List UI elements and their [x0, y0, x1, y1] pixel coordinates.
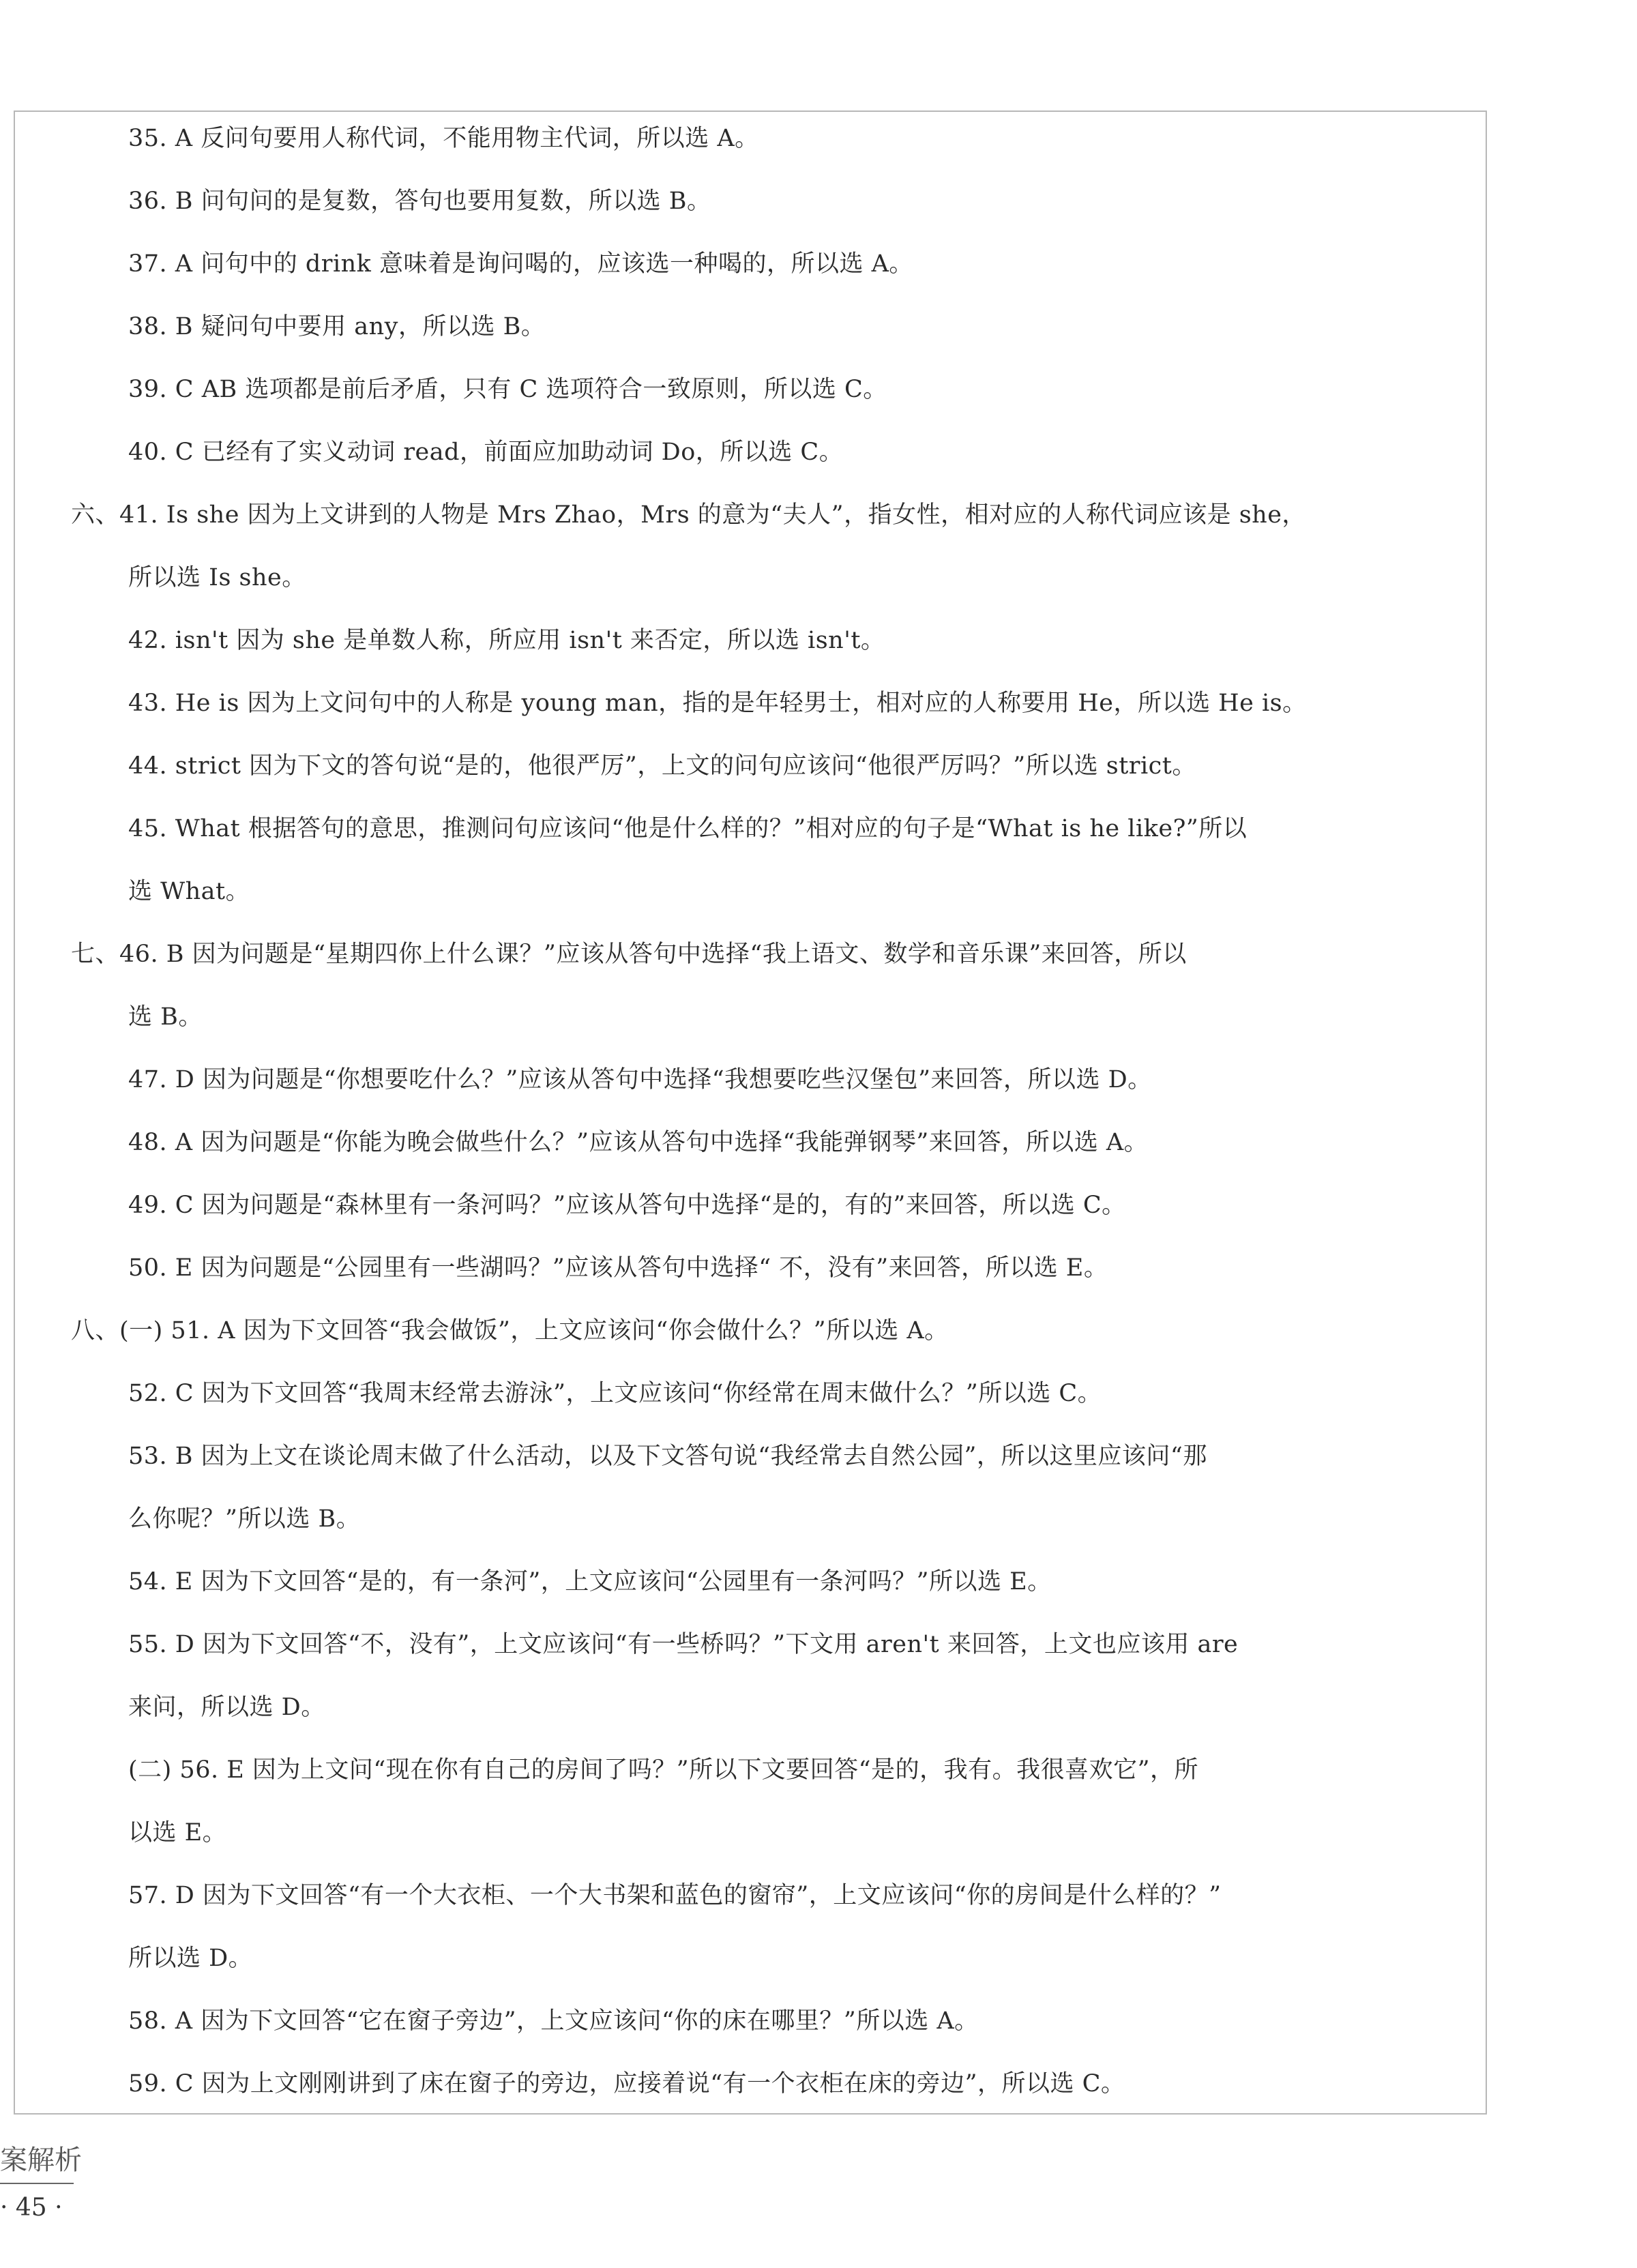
answer-55: 55. D 因为下文回答“不，没有”，上文应该问“有一些桥吗？”下文用 aren't 来回答，上文也应该用 are: [128, 1631, 1239, 1658]
answer-43: 43. He is 因为上文问句中的人称是 young man，指的是年轻男士，相对应的人称要用 He，所以选 He is。: [128, 690, 1307, 717]
answer-39: 39. C AB 选项都是前后矛盾，只有 C 选项符合一致原则，所以选 C。: [128, 376, 887, 403]
answer-44: 44. strict 因为下文的答句说“是的，他很严厉”，上文的问句应该问“他很严厉吗？”所以选 strict。: [128, 752, 1196, 780]
answer-56: (二) 56. E 因为上文问“现在你有自己的房间了吗？”所以下文要回答“是的，我有。我很喜欢它”，所: [128, 1756, 1198, 1784]
answer-49: 49. C 因为问题是“森林里有一条河吗？”应该从答句中选择“是的，有的”来回答，所以选 C。: [128, 1192, 1126, 1219]
answer-36: 36. B 问句问的是复数，答句也要用复数，所以选 B。: [128, 188, 711, 215]
answer-59: 59. C 因为上文刚刚讲到了床在窗子的旁边，应接着说“有一个衣柜在床的旁边”，所以选 C。: [128, 2070, 1125, 2097]
answer-41-cont: 所以选 Is she。: [128, 564, 306, 591]
answer-42: 42. isn't 因为 she 是单数人称，所应用 isn't 来否定，所以选 isn't。: [128, 627, 885, 654]
answer-46-cont: 选 B。: [128, 1003, 203, 1031]
answer-55-cont: 来问，所以选 D。: [128, 1694, 325, 1721]
answer-58: 58. A 因为下文回答“它在窗子旁边”，上文应该问“你的床在哪里？”所以选 A。: [128, 2007, 979, 2035]
answer-35: 35. A 反问句要用人称代词，不能用物主代词，所以选 A。: [128, 125, 759, 152]
answer-38: 38. B 疑问句中要用 any，所以选 B。: [128, 313, 546, 340]
answer-41: 六、41. Is she 因为上文讲到的人物是 Mrs Zhao，Mrs 的意为“夫人”，指女性，相对应的人称代词应该是 she，: [71, 501, 1306, 529]
answer-40: 40. C 已经有了实义动词 read，前面应加助动词 Do，所以选 C。: [128, 439, 844, 466]
answer-37: 37. A 问句中的 drink 意味着是询问喝的，应该选一种喝的，所以选 A。: [128, 250, 913, 278]
footer-divider: [0, 2183, 74, 2184]
answer-48: 48. A 因为问题是“你能为晚会做些什么？”应该从答句中选择“我能弹钢琴”来回答，所以选 A。: [128, 1129, 1149, 1156]
answer-45-cont: 选 What。: [128, 878, 250, 905]
page-number: · 45 ·: [0, 2194, 63, 2222]
answer-51: 八、(一) 51. A 因为下文回答“我会做饭”，上文应该问“你会做什么？”所以选 A。: [71, 1317, 949, 1344]
answer-56-cont: 以选 E。: [128, 1819, 227, 1846]
answer-46: 七、46. B 因为问题是“星期四你上什么课？”应该从答句中选择“我上语文、数学和音乐课”来回答，所以: [71, 941, 1187, 968]
answer-52: 52. C 因为下文回答“我周末经常去游泳”，上文应该问“你经常在周末做什么？”所以选 C。: [128, 1380, 1102, 1407]
footer-section-label: 案解析: [0, 2145, 82, 2176]
answer-45: 45. What 根据答句的意思，推测问句应该问“他是什么样的？”相对应的句子是“What is he like?”所以: [128, 815, 1248, 842]
answer-57-cont: 所以选 D。: [128, 1945, 253, 1972]
answer-53-cont: 么你呢？”所以选 B。: [128, 1505, 361, 1533]
content-frame: [14, 111, 1487, 2115]
answer-54: 54. E 因为下文回答“是的，有一条河”，上文应该问“公园里有一条河吗？”所以选 E。: [128, 1568, 1052, 1595]
answer-47: 47. D 因为问题是“你想要吃什么？”应该从答句中选择“我想要吃些汉堡包”来回答，所以选 D。: [128, 1066, 1152, 1093]
answer-53: 53. B 因为上文在谈论周末做了什么活动，以及下文答句说“我经常去自然公园”，所以这里应该问“那: [128, 1443, 1207, 1470]
answer-50: 50. E 因为问题是“公园里有一些湖吗？”应该从答句中选择“ 不，没有”来回答，所以选 E。: [128, 1254, 1108, 1282]
answer-57: 57. D 因为下文回答“有一个大衣柜、一个大书架和蓝色的窗帘”，上文应该问“你的房间是什么样的？”: [128, 1882, 1222, 1909]
